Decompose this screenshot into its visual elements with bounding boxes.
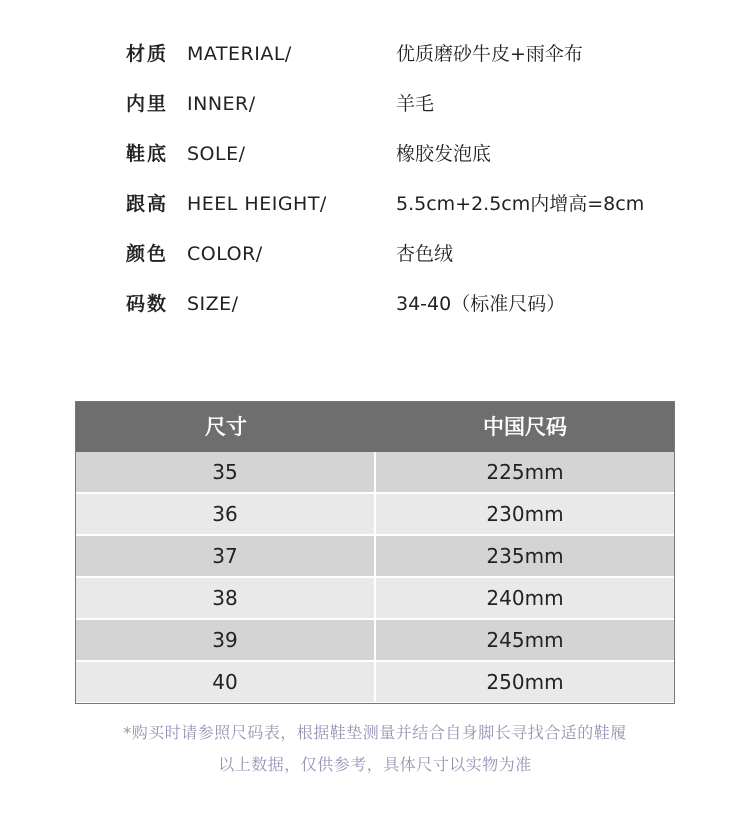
spec-value: 羊毛: [396, 93, 435, 115]
size-chart-table: [75, 401, 675, 704]
cell-size: 35: [76, 452, 374, 492]
column-header-china-size: 中国尺码: [483, 415, 567, 439]
spec-label-en: COLOR/: [187, 243, 263, 265]
spec-label-cn: 颜色: [126, 243, 169, 265]
spec-row-inner: [0, 84, 750, 124]
table-row: [76, 578, 674, 618]
table-row: [76, 452, 674, 492]
spec-row-sole: [0, 134, 750, 174]
table-row: [76, 494, 674, 534]
spec-label-en: MATERIAL/: [187, 43, 292, 65]
table-row: [76, 662, 674, 702]
disclaimer-note: 以上数据，仅供参考，具体尺寸以实物为准: [218, 755, 532, 774]
spec-row-material: [0, 34, 750, 74]
cell-length: 225mm: [376, 452, 674, 492]
spec-label-en: HEEL HEIGHT/: [187, 193, 327, 215]
cell-length: 250mm: [376, 662, 674, 702]
spec-row-color: [0, 234, 750, 274]
spec-label-en: SOLE/: [187, 143, 246, 165]
spec-label-en: SIZE/: [187, 293, 239, 315]
spec-value: 5.5cm+2.5cm内增高=8cm: [396, 193, 645, 215]
cell-length: 235mm: [376, 536, 674, 576]
cell-size: 37: [76, 536, 374, 576]
spec-value: 杏色绒: [396, 243, 454, 265]
spec-value: 优质磨砂牛皮+雨伞布: [396, 43, 583, 65]
table-row: [76, 536, 674, 576]
spec-label-cn: 码数: [126, 293, 169, 315]
spec-label-cn: 跟高: [126, 193, 169, 215]
cell-size: 38: [76, 578, 374, 618]
cell-length: 245mm: [376, 620, 674, 660]
cell-size: 40: [76, 662, 374, 702]
spec-label-en: INNER/: [187, 93, 256, 115]
spec-label-cn: 内里: [126, 93, 169, 115]
sizing-note: *购买时请参照尺码表，根据鞋垫测量并结合自身脚长寻找合适的鞋履: [123, 723, 627, 742]
spec-label-cn: 鞋底: [126, 143, 169, 165]
column-header-size: 尺寸: [205, 415, 247, 439]
cell-size: 39: [76, 620, 374, 660]
table-body: [76, 452, 674, 704]
cell-length: 240mm: [376, 578, 674, 618]
spec-row-size: [0, 284, 750, 324]
cell-size: 36: [76, 494, 374, 534]
spec-value: 34-40（标准尺码）: [396, 293, 566, 315]
table-header-row: [76, 402, 674, 452]
spec-row-heel-height: [0, 184, 750, 224]
spec-value: 橡胶发泡底: [396, 143, 492, 165]
table-row: [76, 620, 674, 660]
spec-label-cn: 材质: [126, 43, 169, 65]
cell-length: 230mm: [376, 494, 674, 534]
